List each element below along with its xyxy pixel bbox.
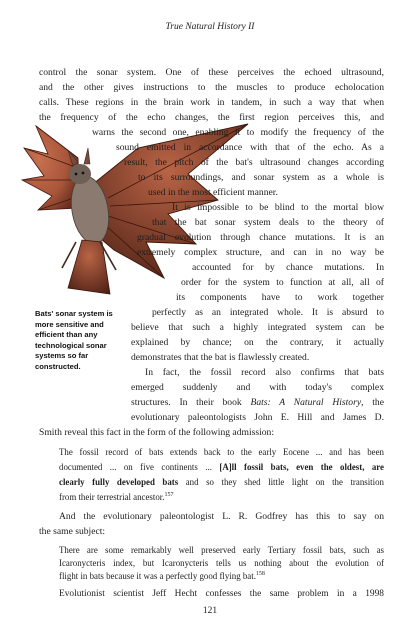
body-line: used in the most efficient manner. bbox=[148, 187, 278, 198]
quote-line: documented ... on five continents ... [A]ll fossil bats, even the oldest, are bbox=[59, 462, 384, 472]
body-line: and the other gives instructions to the muscles to produce echolocation bbox=[39, 82, 384, 93]
body-line: explained by chance; on the contrary, it actually bbox=[131, 337, 384, 348]
body-line: to its surroundings, and sonar system as a whole is bbox=[138, 172, 384, 183]
quote-emphasis: clearly fully developed bats bbox=[59, 477, 179, 487]
running-header: True Natural History II bbox=[165, 22, 255, 32]
body-line: result, the pitch of the bat's ultrasound changes according bbox=[124, 157, 384, 168]
quote-emphasis: [A]ll fossil bats, even the oldest, are bbox=[219, 462, 384, 472]
body-line: Evolutionist scientist Jeff Hecht confesses the same problem in a 1998 bbox=[59, 589, 384, 599]
body-line: that the bat sonar system deals to the theory of bbox=[152, 217, 384, 228]
body-line: Smith reveal this fact in the form of the following admission: bbox=[39, 427, 275, 438]
quote-line: flight in bats because it was a perfectly good flying bat.$^{158}$ bbox=[59, 571, 265, 581]
body-line: believe that such a highly integrated system can be bbox=[131, 322, 384, 333]
quote-line: from their terrestrial ancestor.$^{157}$ bbox=[59, 492, 174, 502]
body-line: the frequency of the echo changes, the first region perceives this, and bbox=[39, 112, 384, 123]
body-line: accounted for by chance mutations. In bbox=[192, 262, 384, 273]
body-line: perfectly as an integrated whole. It is absurd to bbox=[152, 307, 384, 318]
body-line: order for the system to function at all, all of bbox=[181, 277, 384, 288]
quote-line: There are some remarkably well preserved early Tertiary fossil bats, such as bbox=[59, 545, 384, 555]
body-line: evolutionary paleontologists John E. Hill and James D. bbox=[131, 412, 384, 423]
body-line: gradual evolution through chance mutations. It is an bbox=[137, 232, 384, 243]
book-title: Bats: A Natural History bbox=[250, 397, 362, 408]
body-line: In fact, the fossil record also confirms that bats bbox=[145, 367, 384, 378]
body-line: the same subject: bbox=[39, 526, 106, 537]
body-line: its components have to work together bbox=[176, 292, 384, 303]
page-number: 121 bbox=[202, 606, 218, 616]
quote-line: The fossil record of bats extends back to the early Eocene ... and has been bbox=[59, 447, 384, 457]
footnote-ref: 158 bbox=[255, 571, 265, 578]
body-line: calls. These regions in the brain work in tandem, in such a way that when bbox=[39, 97, 384, 108]
body-line: sound emitted in accordance with that of the echo. As a bbox=[116, 142, 384, 153]
body-line: demonstrates that the bat is flawlessly created. bbox=[131, 352, 310, 363]
body-line: extremely complex structure, and can in no way be bbox=[137, 247, 384, 258]
body-line: structures. In their book Bats: A Natural History, the bbox=[131, 397, 384, 408]
footnote-ref: 157 bbox=[164, 492, 174, 499]
quote-line: Icaronycteris index, but Icaronycteris tells us nothing about the evolution of bbox=[59, 558, 384, 568]
body-line: It is impossible to be blind to the mortal blow bbox=[172, 202, 384, 213]
quote-line: clearly fully developed bats and so they shed little light on the transition bbox=[59, 477, 384, 487]
body-line: emerged suddenly and with today's complex bbox=[131, 382, 384, 393]
body-line: And the evolutionary paleontologist L. R. Godfrey has this to say on bbox=[59, 511, 384, 522]
figure-caption: Bats' sonar system is more sensitive and efficient than any technological sonar systems so far constructed. bbox=[35, 309, 113, 371]
body-line: warns the second one, enabling it to modify the frequency of the bbox=[92, 127, 384, 138]
body-line: control the sonar system. One of these perceives the echoed ultrasound, bbox=[39, 67, 384, 78]
